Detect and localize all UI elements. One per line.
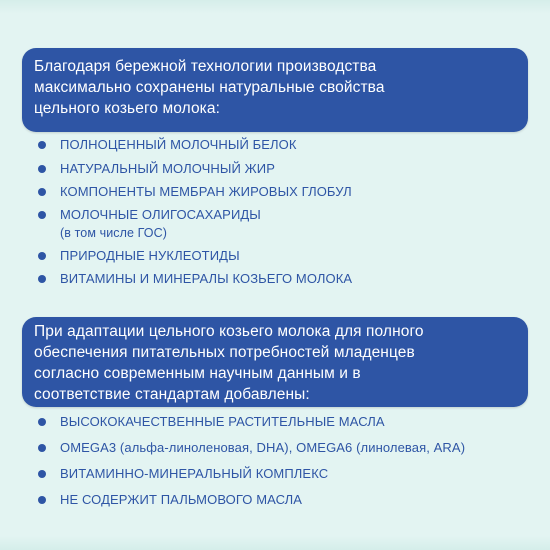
list-item [36,440,526,456]
added-ingredients-list [36,414,526,518]
list-item [36,414,526,430]
list-item-text: ПРИРОДНЫЕ НУКЛЕОТИДЫ [60,248,240,263]
list-item-text: НЕ СОДЕРЖИТ ПАЛЬМОВОГО МАСЛА [60,492,303,507]
adaptation-banner-line-2: обеспечения питательных потребностей младенцев [34,344,415,361]
bullet-icon [38,165,46,173]
list-item [36,184,526,200]
list-item [36,466,526,482]
list-item-text: НАТУРАЛЬНЫЙ МОЛОЧНЫЙ ЖИР [60,161,276,176]
bottom-decor-strip [0,536,550,550]
intro-banner-line-3: цельного козьего молока: [34,100,221,117]
natural-properties-list [36,137,526,294]
bullet-icon [38,418,46,426]
list-item-text: КОМПОНЕНТЫ МЕМБРАН ЖИРОВЫХ ГЛОБУЛ [60,184,352,199]
adaptation-banner-line-1: При адаптации цельного козьего молока для полного [34,323,424,340]
intro-banner-line-2: максимально сохранены натуральные свойства [34,79,385,96]
bullet-icon [38,252,46,260]
bullet-icon [38,444,46,452]
list-item [36,271,526,287]
list-item-text: ВЫСОКОКАЧЕСТВЕННЫЕ РАСТИТЕЛЬНЫЕ МАСЛА [60,414,385,429]
bullet-icon [38,470,46,478]
list-item-text: МОЛОЧНЫЕ ОЛИГОСАХАРИДЫ [60,207,261,222]
adaptation-banner-line-4: соответствие стандартам добавлены: [34,386,310,403]
list-item-text: ВИТАМИННО-МИНЕРАЛЬНЫЙ КОМПЛЕКС [60,466,329,481]
list-item-subtext: (в том числе ГОС) [60,226,168,240]
bullet-icon [38,275,46,283]
bullet-icon [38,188,46,196]
adaptation-banner [22,317,528,407]
adaptation-banner-line-3: согласно современным научным данным и в [34,365,361,382]
list-item [36,161,526,177]
list-item-text: ПОЛНОЦЕННЫЙ МОЛОЧНЫЙ БЕЛОК [60,137,297,152]
list-item [36,248,526,264]
list-item [36,492,526,508]
list-item-text: ВИТАМИНЫ И МИНЕРАЛЫ КОЗЬЕГО МОЛОКА [60,271,353,286]
intro-banner [22,48,528,132]
bullet-icon [38,496,46,504]
top-decor-strip [0,0,550,14]
list-item [36,137,526,153]
list-item-text: OMEGA3 (альфа-линоленовая, DHA), OMEGA6 (линолевая, ARA) [60,440,466,455]
bullet-icon [38,141,46,149]
intro-banner-line-1: Благодаря бережной технологии производства [34,58,377,75]
list-item [36,207,526,241]
bullet-icon [38,211,46,219]
